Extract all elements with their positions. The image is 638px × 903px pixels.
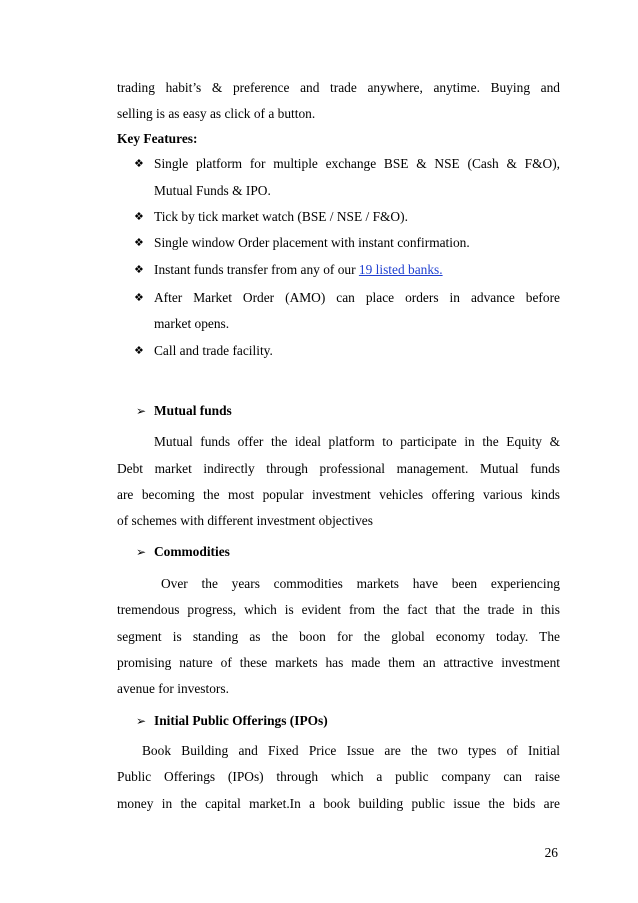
- diamond-bullet-icon: ❖: [134, 291, 144, 304]
- feature-item-2: Tick by tick market watch (BSE / NSE / F&O).: [154, 209, 408, 224]
- ipos-heading: Initial Public Offerings (IPOs): [154, 713, 328, 728]
- feature-item-4-text: Instant funds transfer from any of our: [154, 262, 359, 277]
- intro-line-1: trading habit’s & preference and trade anywhere, anytime. Buying and: [117, 80, 560, 95]
- mutual-funds-line-1: Mutual funds offer the ideal platform to participate in the Equity &: [154, 434, 560, 449]
- diamond-bullet-icon: ❖: [134, 344, 144, 357]
- key-features-heading: Key Features:: [117, 131, 198, 146]
- feature-item-6: Call and trade facility.: [154, 343, 273, 358]
- feature-item-5-line-2: market opens.: [154, 316, 230, 331]
- commodities-line-4: promising nature of these markets has made them an attractive investment: [117, 655, 560, 670]
- feature-item-5-line-1: After Market Order (AMO) can place orders in advance before: [154, 290, 560, 305]
- arrow-bullet-icon: ➢: [136, 545, 147, 559]
- diamond-bullet-icon: ❖: [134, 263, 144, 276]
- mutual-funds-line-4: of schemes with different investment objectives: [117, 513, 373, 528]
- mutual-funds-line-3: are becoming the most popular investment vehicles offering various kinds: [117, 487, 560, 502]
- ipos-line-3: money in the capital market.In a book building public issue the bids are: [117, 796, 560, 811]
- feature-item-4: [154, 261, 443, 279]
- arrow-bullet-icon: ➢: [136, 714, 147, 728]
- diamond-bullet-icon: ❖: [134, 157, 144, 170]
- diamond-bullet-icon: ❖: [134, 236, 144, 249]
- intro-line-2: selling is as easy as click of a button.: [117, 106, 316, 121]
- commodities-line-3: segment is standing as the boon for the global economy today. The: [117, 629, 560, 644]
- feature-item-3: Single window Order placement with instant confirmation.: [154, 235, 470, 250]
- commodities-line-2: tremendous progress, which is evident from the fact that the trade in this: [117, 602, 560, 617]
- diamond-bullet-icon: ❖: [134, 210, 144, 223]
- commodities-line-5: avenue for investors.: [117, 681, 229, 696]
- ipos-line-1: Book Building and Fixed Price Issue are the two types of Initial: [142, 743, 560, 758]
- arrow-bullet-icon: ➢: [136, 404, 147, 418]
- listed-banks-link[interactable]: 19 listed banks.: [358, 262, 443, 277]
- page-number: 26: [544, 845, 558, 860]
- commodities-line-1: Over the years commodities markets have been experiencing: [161, 576, 560, 591]
- ipos-line-2: Public Offerings (IPOs) through which a public company can raise: [117, 769, 560, 784]
- commodities-heading: Commodities: [154, 544, 230, 559]
- feature-item-1-line-2: Mutual Funds & IPO.: [154, 183, 271, 198]
- mutual-funds-line-2: Debt market indirectly through professional management. Mutual funds: [117, 461, 560, 476]
- feature-item-1-line-1: Single platform for multiple exchange BSE & NSE (Cash & F&O),: [154, 156, 560, 171]
- mutual-funds-heading: Mutual funds: [154, 403, 232, 418]
